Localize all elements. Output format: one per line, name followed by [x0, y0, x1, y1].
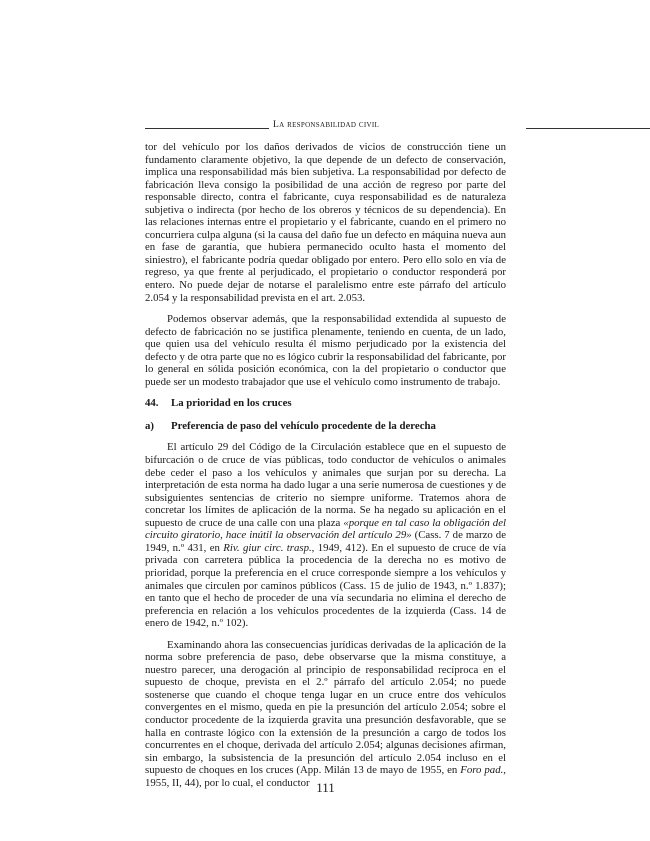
- paragraph-article-29: [145, 441, 506, 629]
- paragraph-continued: tor del vehículo por los daños derivados de vicios de construcción tiene un fundamento claramente objetivo, la que depende de un defecto de conservación, implica una responsabilidad más bien subjetiva. La responsabilidad por defecto de fabricación lleva consigo la posibilidad de una acción de regreso por parte del responsable directo, contra el fabricante, cuya responsabilidad es de naturaleza subjetiva o indirecta (por hecho de los obreros y técnicos de su dependencia). En las relaciones internas entre el propietario y el fabricante, cuando en el primero no concurriera culpa alguna (si la causa del daño fue un defecto en máquina nueva aun en fase de garantía, que hubiera permanecido oculto hasta el momento del siniestro), el fabricante podría quedar obligado por entero. Pero ello solo en vía de regreso, ya que frente al perjudicado, el propietario o conductor responderá por entero. No puede dejar de notarse el paralelismo entre este párrafo del artículo 2.054 y la responsabilidad prevista en el art. 2.053.: [145, 141, 506, 304]
- paragraph-text: Examinando ahora las consecuencias jurídicas derivadas de la aplicación de la norma sobre preferencia de paso, debe observarse que la misma constituye, a nuestro parecer, una derogación al principio de responsabilidad recíproca en el supuesto de choque, prevista en el 2.º párrafo del artículo 2.054; no puede sostenerse que cuando el choque tenga lugar en un cruce entre dos vehículos convergentes en el mismo, queda en pie la presunción del artículo 2.054; sobre el conductor procedente de la izquierda gravita una presunción desfavorable, que se halla en contraste lógico con la extensión de la presunción a cargo de todos los concurrentes en el choque, derivada del artículo 2.054; algunas decisiones afirman, sin embargo, la subsistencia de la presunción del artículo 2.054 incluso en el supuesto de choques en los cruces (App. Milán 13 de mayo de 1955, en: [145, 638, 506, 777]
- journal-citation: Foro pad.: [460, 764, 504, 777]
- running-title: La responsabilidad civil: [273, 120, 380, 130]
- page-body: [145, 141, 506, 798]
- paragraph-legal-consequences: [145, 639, 506, 790]
- paragraph-text: (Cass. 7 de marzo de 1949, n.º 431, en: [145, 529, 506, 554]
- paragraph-text: , 1955, II, 44), por lo cual, el conductor: [145, 764, 506, 789]
- subsection-letter: a): [145, 419, 154, 432]
- subsection-heading: [145, 420, 506, 433]
- journal-citation: Riv. giur circ. trasp.: [223, 541, 312, 554]
- quoted-citation: «porque en tal caso la obligación del circuito giratorio, hace inútil la observación del artículo 29»: [145, 516, 506, 542]
- page-number: 111: [316, 780, 335, 795]
- paragraph-fabrication-defect: Podemos observar además, que la responsabilidad extendida al supuesto de defecto de fabricación no se justifica plenamente, teniendo en cuenta, de un lado, que quien usa del vehículo resulta él mismo perjudicado por la existencia del defecto y de otra parte que no es lógico cubrir la responsabilidad del fabricante, por lo general en sólida posición económica, con la del propietario o conductor que puede ser un modesto trabajador que use el vehículo como instrumento de trabajo.: [145, 313, 506, 388]
- section-number: 44.: [145, 397, 159, 410]
- header-rule-left: [145, 128, 269, 129]
- subsection-title: Preferencia de paso del vehículo procedente de la derecha: [171, 419, 436, 432]
- paragraph-text: El artículo 29 del Código de la Circulación establece que en el supuesto de bifurcación o de cruce de vías públicas, todo conductor de vehículos o animales debe ceder el paso a los vehículos y animales que surjan por su derecha. La interpretación de esta norma ha dado lugar a una serie numerosa de cuestiones y de subsiguientes sentencias de criterio no siempre uniforme. Tratemos ahora de concretar los límites de aplicación de la norma. Se ha negado su aplicación en el supuesto de cruce de una calle con una plaza: [145, 441, 506, 529]
- section-heading: [145, 397, 506, 410]
- section-title: La prioridad en los cruces: [171, 397, 292, 410]
- paragraph-text: , 1949, 412). En el supuesto de cruce de vía privada con carretera pública la procedencia de la derecha no es motivo de prioridad, porque la preferencia en el cruce corresponde siempre a los vehículos y animales que circulen por caminos públicos (Cass. 15 de julio de 1943, n.º 1.837); en tanto que el hecho de proceder de una vía secundaria no elimina el derecho de preferencia en relación a los vehículos procedentes de la izquierda (Cass. 14 de enero de 1942, n.º 102).: [145, 541, 506, 630]
- header-rule-right: [526, 128, 650, 129]
- running-header: [145, 120, 505, 134]
